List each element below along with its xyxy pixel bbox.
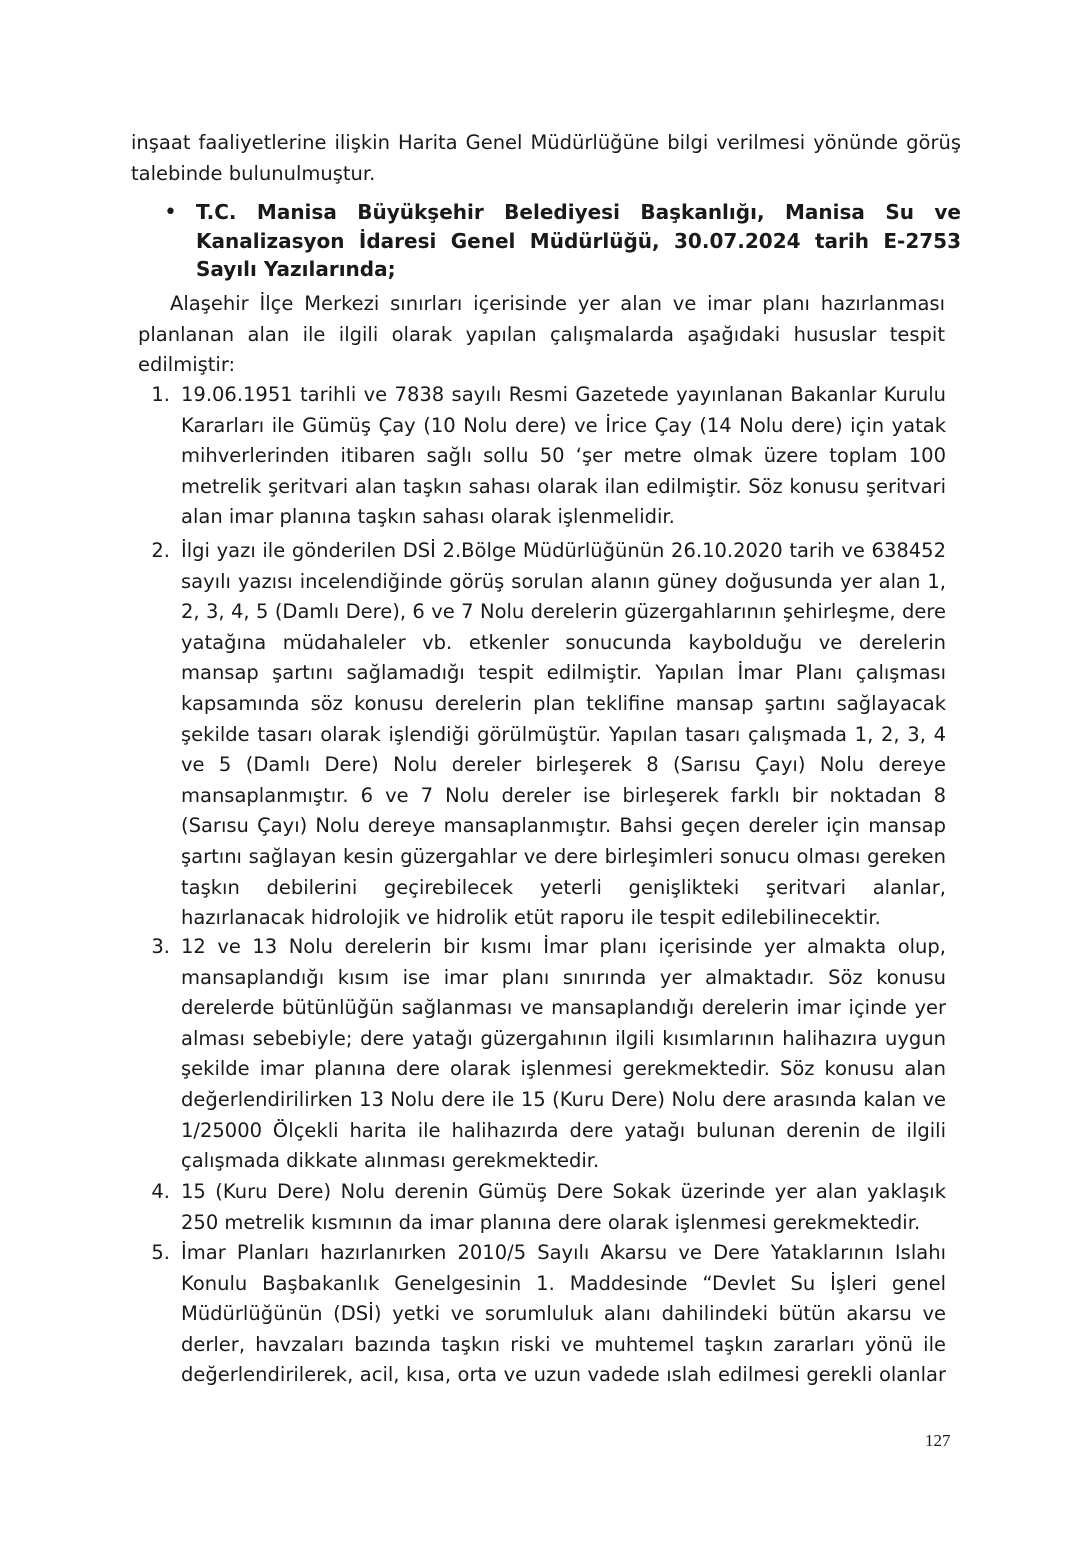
list-item-number: 4. — [151, 1180, 170, 1203]
list-item-text: İmar Planları hazırlanırken 2010/5 Sayılı Akarsu ve Dere Yataklarının Islahı Konulu Başbakanlık Genelgesinin 1. Maddesinde “Devlet Su İşleri genel Müdürlüğünün (DSİ) yetki ve sorumluluk alanı dahilindeki bütün akarsu ve derler, havzaları bazında taşkın riski ve muhtemel taşkın zararları yönü ile değerlendirilerek, acil, kısa, orta ve uzun vadede ıslah edilmesi gerekli olanlar — [181, 1241, 946, 1387]
page-number: 127 — [925, 1431, 951, 1450]
list-item-number: 2. — [151, 539, 170, 562]
lead-paragraph: Alaşehir İlçe Merkezi sınırları içerisinde yer alan ve imar planı hazırlanması planlanan alan ile ilgili olarak yapılan çalışmalarda aşağıdaki hususlar tespit edilmiştir: — [138, 292, 945, 377]
list-item-number: 3. — [151, 935, 170, 958]
list-item-text: 15 (Kuru Dere) Nolu derenin Gümüş Dere Sokak üzerinde yer alan yaklaşık 250 metrelik kısmının da imar planına dere olarak işlenmesi gerekmektedir. — [181, 1180, 946, 1234]
list-item-text: 12 ve 13 Nolu derelerin bir kısmı İmar planı içerisinde yer almakta olup, mansaplandığı kısım ise imar planı sınırında yer almaktadır. Söz konusu derelerde bütünlüğün sağlanması ve mansaplandığı derelerin imar içinde yer alması sebebiyle; dere yatağı güzergahının ilgili kısımlarının halihazıra uygun şekilde imar planına dere olarak işlenmesi gerekmektedir. Söz konusu alan değerlendirilirken 13 Nolu dere ile 15 (Kuru Dere) Nolu dere arasında kalan ve 1/25000 Ölçekli harita ile halihazırda dere yatağı bulunan derenin de ilgili çalışmada dikkate alınması gerekmektedir. — [181, 935, 946, 1173]
section-heading: T.C. Manisa Büyükşehir Belediyesi Başkanlığı, Manisa Su ve Kanalizasyon İdaresi Genel Müdürlüğü, 30.07.2024 tarih E-2753 Sayılı Yazılarında; — [196, 200, 961, 281]
list-item-number: 1. — [151, 383, 170, 406]
bullet-icon: • — [164, 200, 177, 225]
list-item-text: 19.06.1951 tarihli ve 7838 sayılı Resmi Gazetede yayınlanan Bakanlar Kurulu Kararları ile Gümüş Çay (10 Nolu dere) ve İrice Çay (14 Nolu dere) için yatak mihverlerinden itibaren sağlı sollu 50 ‘şer metre olmak üzere toplam 100 metrelik şeritvari alan taşkın sahası olarak ilan edilmiştir. Söz konusu şeritvari alan imar planına taşkın sahası olarak işlenmelidir. — [181, 383, 946, 529]
list-item-number: 5. — [151, 1241, 170, 1264]
list-item-text: İlgi yazı ile gönderilen DSİ 2.Bölge Müdürlüğünün 26.10.2020 tarih ve 638452 sayılı yazısı incelendiğinde görüş sorulan alanın güney doğusunda yer alan 1, 2, 3, 4, 5 (Damlı Dere), 6 ve 7 Nolu derelerin güzergahlarının şehirleşme, dere yatağına müdahaleler vb. etkenler sonucunda kaybolduğu ve derelerin mansap şartını sağlamadığı tespit edilmiştir. Yapılan İmar Planı çalışması kapsamında söz konusu derelerin plan teklifine mansap şartını sağlayacak şekilde tasarı olarak işlendiği görülmüştür. Yapılan tasarı çalışmada 1, 2, 3, 4 ve 5 (Damlı Dere) Nolu dereler birleşerek 8 (Sarısu Çayı) Nolu dereye mansaplanmıştır. 6 ve 7 Nolu dereler ise birleşerek farklı bir noktadan 8 (Sarısu Çayı) Nolu dereye mansaplanmıştır. Bahsi geçen dereler için mansap şartını sağlayan kesin güzergahlar ve dere birleşimleri sonucu olması gereken taşkın debilerini geçirebilecek yeterli genişlikteki şeritvari alanlar, hazırlanacak hidrolojik ve hidrolik etüt raporu ile tespit edilebilinecektir. — [181, 539, 946, 930]
intro-paragraph: inşaat faaliyetlerine ilişkin Harita Genel Müdürlüğüne bilgi verilmesi yönünde görüş talebinde bulunulmuştur. — [131, 131, 961, 185]
